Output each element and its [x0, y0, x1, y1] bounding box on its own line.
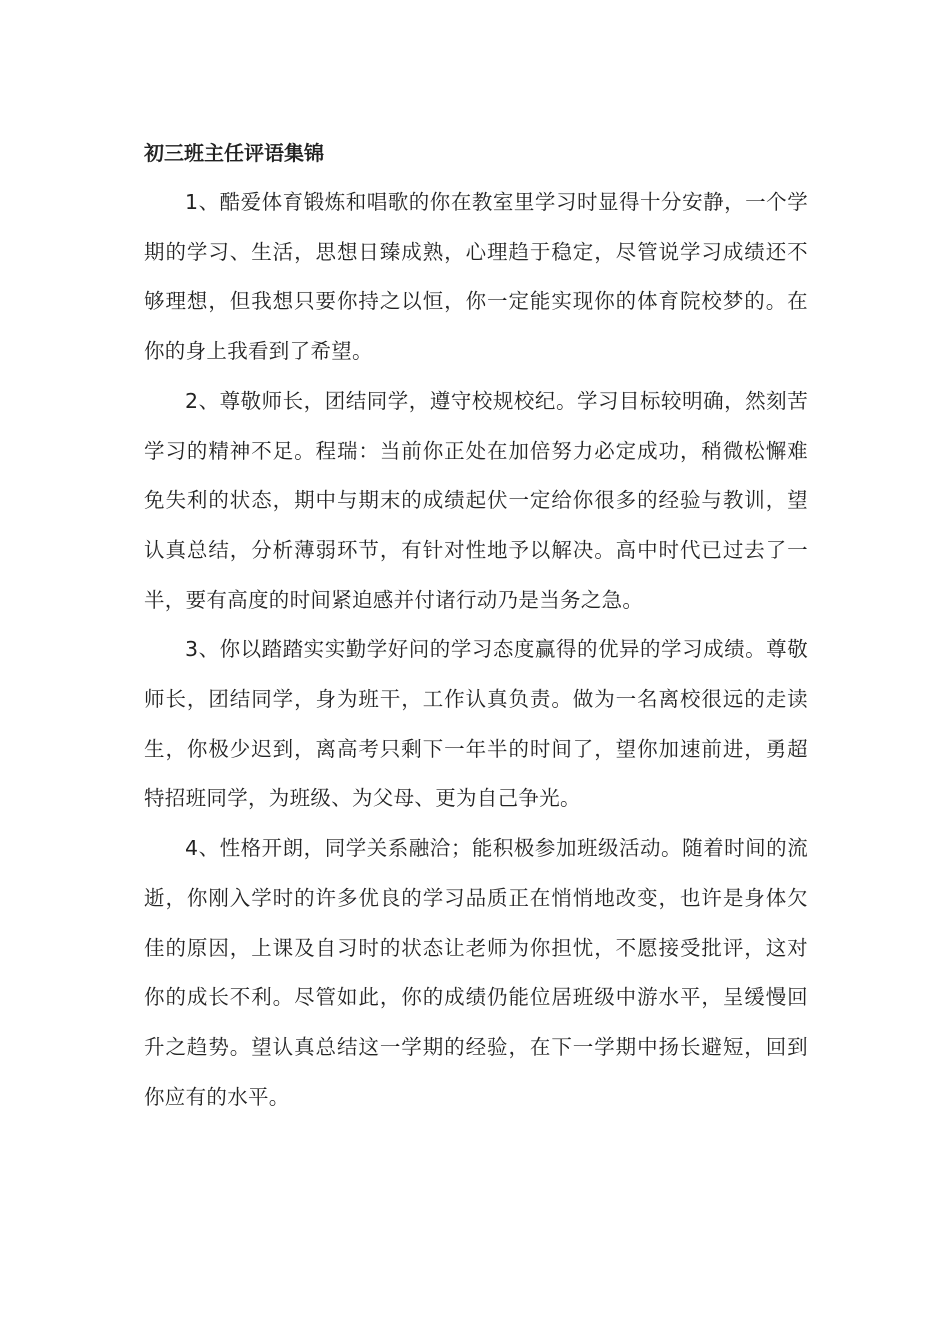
comment-paragraph-4: 4、性格开朗，同学关系融洽；能积极参加班级活动。随着时间的流逝，你刚入学时的许多优良的学习品质正在悄悄地改变，也许是身体欠佳的原因，上课及自习时的状态让老师为你担忧，不愿接受批评，这对你的成长不利。尽管如此，你的成绩仍能位居班级中游水平，呈缓慢回升之趋势。望认真总结这一学期的经验，在下一学期中扬长避短，回到你应有的水平。: [144, 836, 808, 1109]
document-title: 初三班主任评语集锦: [144, 141, 324, 165]
comment-paragraph-3: 3、你以踏踏实实勤学好问的学习态度赢得的优异的学习成绩。尊敬师长，团结同学，身为班干，工作认真负责。做为一名离校很远的走读生，你极少迟到，离高考只剩下一年半的时间了，望你加速前进，勇超特招班同学，为班级、为父母、更为自己争光。: [144, 637, 808, 811]
comment-paragraph-1: 1、酷爱体育锻炼和唱歌的你在教室里学习时显得十分安静，一个学期的学习、生活，思想日臻成熟，心理趋于稳定，尽管说学习成绩还不够理想，但我想只要你持之以恒，你一定能实现你的体育院校梦的。在你的身上我看到了希望。: [144, 190, 808, 364]
comment-paragraph-2: 2、尊敬师长，团结同学，遵守校规校纪。学习目标较明确，然刻苦学习的精神不足。程瑞：当前你正处在加倍努力必定成功，稍微松懈难免失利的状态，期中与期末的成绩起伏一定给你很多的经验与教训，望认真总结，分析薄弱环节，有针对性地予以解决。高中时代已过去了一半，要有高度的时间紧迫感并付诸行动乃是当务之急。: [144, 388, 808, 612]
document-body: [144, 128, 808, 1122]
